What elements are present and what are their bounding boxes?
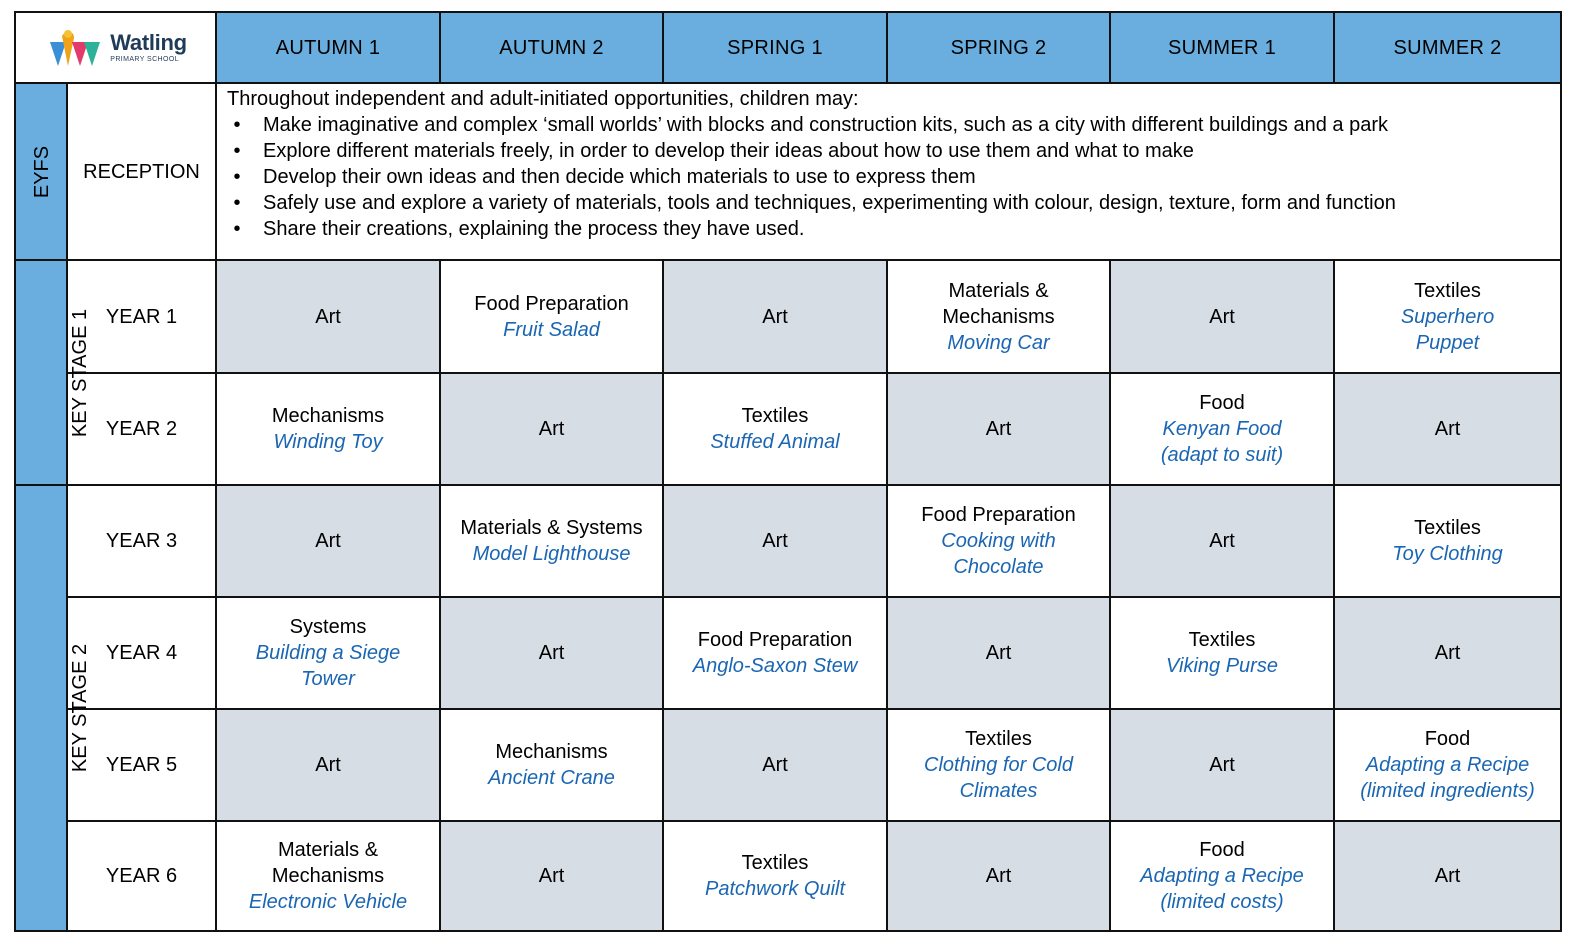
reception-row: [15, 83, 1561, 260]
subject-cell: Textiles Toy Clothing: [1334, 485, 1561, 597]
subject-cell: Art: [887, 821, 1110, 931]
table-row: [15, 485, 1561, 597]
term-header: SUMMER 1: [1110, 12, 1334, 83]
subject-cell: Art: [663, 485, 887, 597]
stage-label-eyfs: EYFS: [15, 83, 67, 260]
subject-cell: Art: [440, 821, 663, 931]
subject-cell: Textiles Patchwork Quilt: [663, 821, 887, 931]
table-row: [15, 709, 1561, 821]
subject-cell: Art: [1110, 709, 1334, 821]
subject-cell: Art: [440, 597, 663, 709]
subject-cell: Art: [1110, 260, 1334, 373]
subject-cell: Food Adapting a Recipe (limited costs): [1110, 821, 1334, 931]
header-row: [15, 12, 1561, 83]
logo-name: Watling: [110, 30, 187, 55]
term-header: AUTUMN 1: [216, 12, 440, 83]
subject-cell: Materials & Mechanisms Moving Car: [887, 260, 1110, 373]
subject-cell: Textiles Stuffed Animal: [663, 373, 887, 485]
list-item: • Explore different materials freely, in order to develop their ideas about how to use them and what to make: [233, 140, 1194, 162]
list-item: • Develop their own ideas and then decide which materials to use to express them: [233, 166, 976, 188]
table-row: [15, 821, 1561, 931]
year-label: RECEPTION: [67, 83, 216, 260]
subject-cell: Food Preparation Anglo-Saxon Stew: [663, 597, 887, 709]
school-logo-icon: [44, 28, 106, 68]
year-label: YEAR 3: [67, 485, 216, 597]
table-row: [15, 260, 1561, 373]
year-label: YEAR 2: [67, 373, 216, 485]
subject-cell: Food Preparation Cooking with Chocolate: [887, 485, 1110, 597]
subject-cell: Art: [887, 373, 1110, 485]
subject-cell: Art: [1110, 485, 1334, 597]
subject-cell: Textiles Clothing for Cold Climates: [887, 709, 1110, 821]
subject-cell: Art: [216, 485, 440, 597]
year-label: YEAR 4: [67, 597, 216, 709]
subject-cell: Mechanisms Ancient Crane: [440, 709, 663, 821]
subject-cell: Art: [440, 373, 663, 485]
subject-cell: Mechanisms Winding Toy: [216, 373, 440, 485]
subject-cell: Food Preparation Fruit Salad: [440, 260, 663, 373]
subject-cell: Food Adapting a Recipe (limited ingredients): [1334, 709, 1561, 821]
list-item: • Make imaginative and complex ‘small worlds’ with blocks and construction kits, such as a city with different buildings and a park: [233, 114, 1388, 136]
reception-description: [216, 83, 1561, 260]
logo: [15, 12, 216, 83]
reception-intro: Throughout independent and adult-initiated opportunities, children may:: [227, 88, 859, 110]
reception-bullets: [227, 112, 1550, 242]
subject-cell: Systems Building a Siege Tower: [216, 597, 440, 709]
subject-cell: Art: [887, 597, 1110, 709]
term-header: SPRING 2: [887, 12, 1110, 83]
subject-cell: Art: [1334, 597, 1561, 709]
subject-cell: Art: [663, 709, 887, 821]
list-item: • Safely use and explore a variety of materials, tools and techniques, experimenting with colour, design, texture, form and function: [233, 192, 1396, 214]
subject-cell: Materials & Mechanisms Electronic Vehicle: [216, 821, 440, 931]
term-header: SUMMER 2: [1334, 12, 1561, 83]
subject-cell: Food Kenyan Food (adapt to suit): [1110, 373, 1334, 485]
curriculum-table: [14, 11, 1562, 932]
subject-cell: Art: [663, 260, 887, 373]
list-item: • Share their creations, explaining the process they have used.: [233, 218, 805, 240]
subject-cell: Art: [216, 709, 440, 821]
subject-cell: Textiles Viking Purse: [1110, 597, 1334, 709]
term-header: AUTUMN 2: [440, 12, 663, 83]
subject-cell: Art: [216, 260, 440, 373]
subject-cell: Art: [1334, 821, 1561, 931]
table-row: [15, 373, 1561, 485]
logo-subtitle: PRIMARY SCHOOL: [110, 56, 179, 63]
stage-label-ks1: KEY STAGE 1: [15, 260, 67, 485]
subject-cell: Materials & Systems Model Lighthouse: [440, 485, 663, 597]
subject-cell: Textiles Superhero Puppet: [1334, 260, 1561, 373]
year-label: YEAR 6: [67, 821, 216, 931]
term-header: SPRING 1: [663, 12, 887, 83]
year-label: YEAR 1: [67, 260, 216, 373]
year-label: YEAR 5: [67, 709, 216, 821]
stage-label-ks2: KEY STAGE 2: [15, 485, 67, 931]
table-row: [15, 597, 1561, 709]
subject-cell: Art: [1334, 373, 1561, 485]
